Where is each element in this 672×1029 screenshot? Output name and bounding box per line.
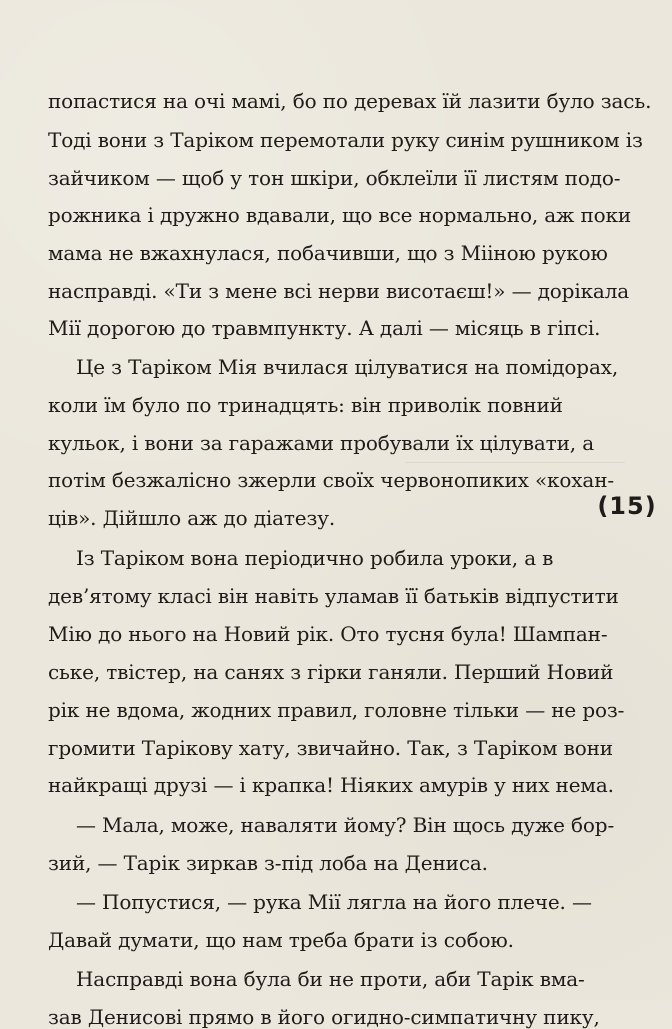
text-line: Мії дорогою до травмпункту. А далі — місяць в гіпсі.: [48, 316, 601, 340]
text-line: Мію до нього на Новий рік. Ото тусня була! Шампан-: [48, 622, 608, 646]
dialogue-line: — Мала, може, наваляти йому? Він щось дуже бор-: [76, 813, 615, 837]
page-number: (15): [597, 492, 657, 520]
text-line: насправді. «Ти з мене всі нерви висотаєш!» — дорікала: [48, 279, 630, 303]
text-line: найкращі друзі — і крапка! Ніяких амурів у них нема.: [48, 773, 614, 797]
text-line: зий, — Тарік зиркав з-під лоба на Дениса.: [48, 851, 488, 875]
text-line: коли їм було по тринадцять: він приволік повний: [48, 393, 563, 417]
text-line: потім безжалісно зжерли своїх червонопиких «кохан-: [48, 468, 614, 492]
dialogue-line: — Попустися, — рука Мії лягла на його плече. —: [76, 890, 592, 914]
text-line: зав Денисові прямо в його огидно-симпатичну пику,: [48, 1005, 600, 1029]
paragraph-line: Із Таріком вона періодично робила уроки, а в: [76, 546, 554, 570]
text-line: зайчиком — щоб у тон шкіри, обклеїли її листям подо-: [48, 166, 621, 190]
text-line: рожника і дружно вдавали, що все нормально, аж поки: [48, 203, 632, 227]
text-line: ське, твістер, на санях з гірки ганяли. Перший Новий: [48, 660, 614, 684]
text-line: Давай думати, що нам треба брати із собою.: [48, 928, 514, 952]
text-line: попастися на очі мамі, бо по деревах їй лазити було зась.: [48, 89, 652, 113]
text-line: дев’ятому класі він навіть уламав її батьків відпустити: [48, 584, 619, 608]
paragraph-line: Це з Таріком Мія вчилася цілуватися на помідорах,: [76, 355, 619, 379]
text-line: ців». Дійшло аж до діатезу.: [48, 506, 336, 530]
text-line: рік не вдома, жодних правил, головне тільки — не роз-: [48, 698, 625, 722]
text-line: мама не вжахнулася, побачивши, що з Мііною рукою: [48, 241, 608, 265]
text-line: кульок, і вони за гаражами пробували їх цілувати, а: [48, 431, 594, 455]
paragraph-line: Насправді вона була би не проти, аби Тарік вма-: [76, 967, 585, 991]
text-line: громити Тарікову хату, звичайно. Так, з Таріком вони: [48, 736, 613, 760]
text-line: Тоді вони з Таріком перемотали руку синім рушником із: [48, 128, 643, 152]
